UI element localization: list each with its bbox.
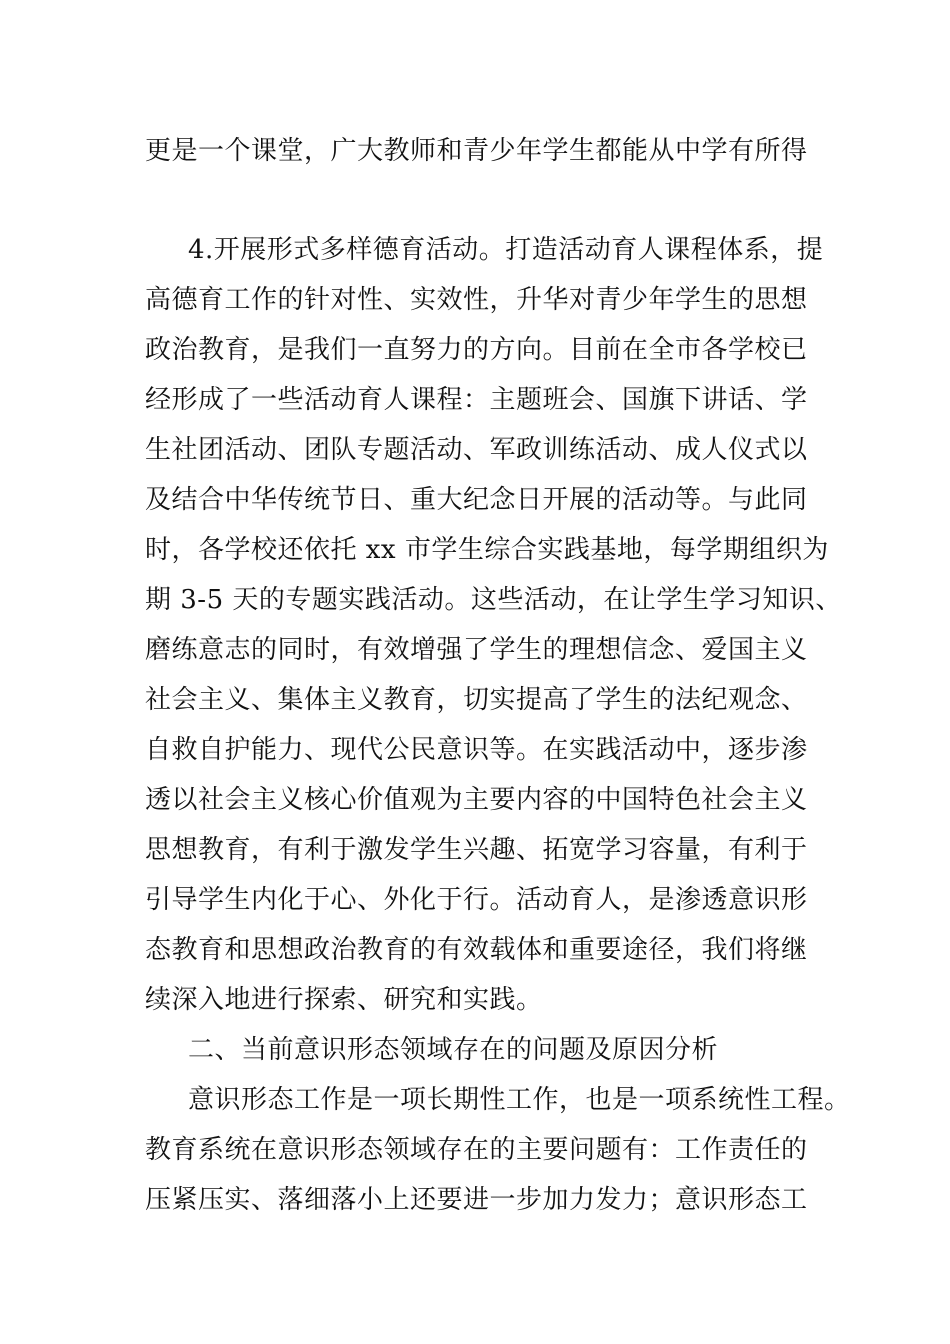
text-line: 政治教育，是我们一直努力的方向。目前在全市各学校已 (145, 335, 808, 365)
text-line: 及结合中华传统节日、重大纪念日开展的活动等。与此同 (145, 485, 808, 515)
text-line: 意识形态工作是一项长期性工作，也是一项系统性工程。 (188, 1085, 851, 1115)
text-line: 透以社会主义核心价值观为主要内容的中国特色社会主义 (145, 785, 808, 815)
section-heading: 二、当前意识形态领域存在的问题及原因分析 (188, 1035, 719, 1065)
text-line: 时，各学校还依托 xx 市学生综合实践基地，每学期组织为 (145, 535, 829, 565)
text-line: 生社团活动、团队专题活动、军政训练活动、成人仪式以 (145, 435, 808, 465)
text-line: 思想教育，有利于激发学生兴趣、拓宽学习容量，有利于 (145, 835, 808, 865)
text-line: 教育系统在意识形态领域存在的主要问题有：工作责任的 (145, 1135, 808, 1165)
text-line: 磨练意志的同时，有效增强了学生的理想信念、爱国主义 (145, 635, 808, 665)
text-line: 自救自护能力、现代公民意识等。在实践活动中，逐步渗 (145, 735, 808, 765)
text-line: 引导学生内化于心、外化于行。活动育人，是渗透意识形 (145, 885, 808, 915)
text-line: 压紧压实、落细落小上还要进一步加力发力；意识形态工 (145, 1185, 808, 1215)
text-line: 续深入地进行探索、研究和实践。 (145, 985, 543, 1015)
text-line: 高德育工作的针对性、实效性，升华对青少年学生的思想 (145, 285, 808, 315)
text-line: 期 3-5 天的专题实践活动。这些活动，在让学生学习知识、 (145, 585, 842, 615)
text-line: 态教育和思想政治教育的有效载体和重要途径，我们将继 (145, 935, 808, 965)
text-line: 更是一个课堂，广大教师和青少年学生都能从中学有所得 (145, 136, 808, 166)
text-line: 社会主义、集体主义教育，切实提高了学生的法纪观念、 (145, 685, 808, 715)
text-line: 经形成了一些活动育人课程：主题班会、国旗下讲话、学 (145, 385, 808, 415)
text-line: 4.开展形式多样德育活动。打造活动育人课程体系，提 (188, 235, 824, 265)
